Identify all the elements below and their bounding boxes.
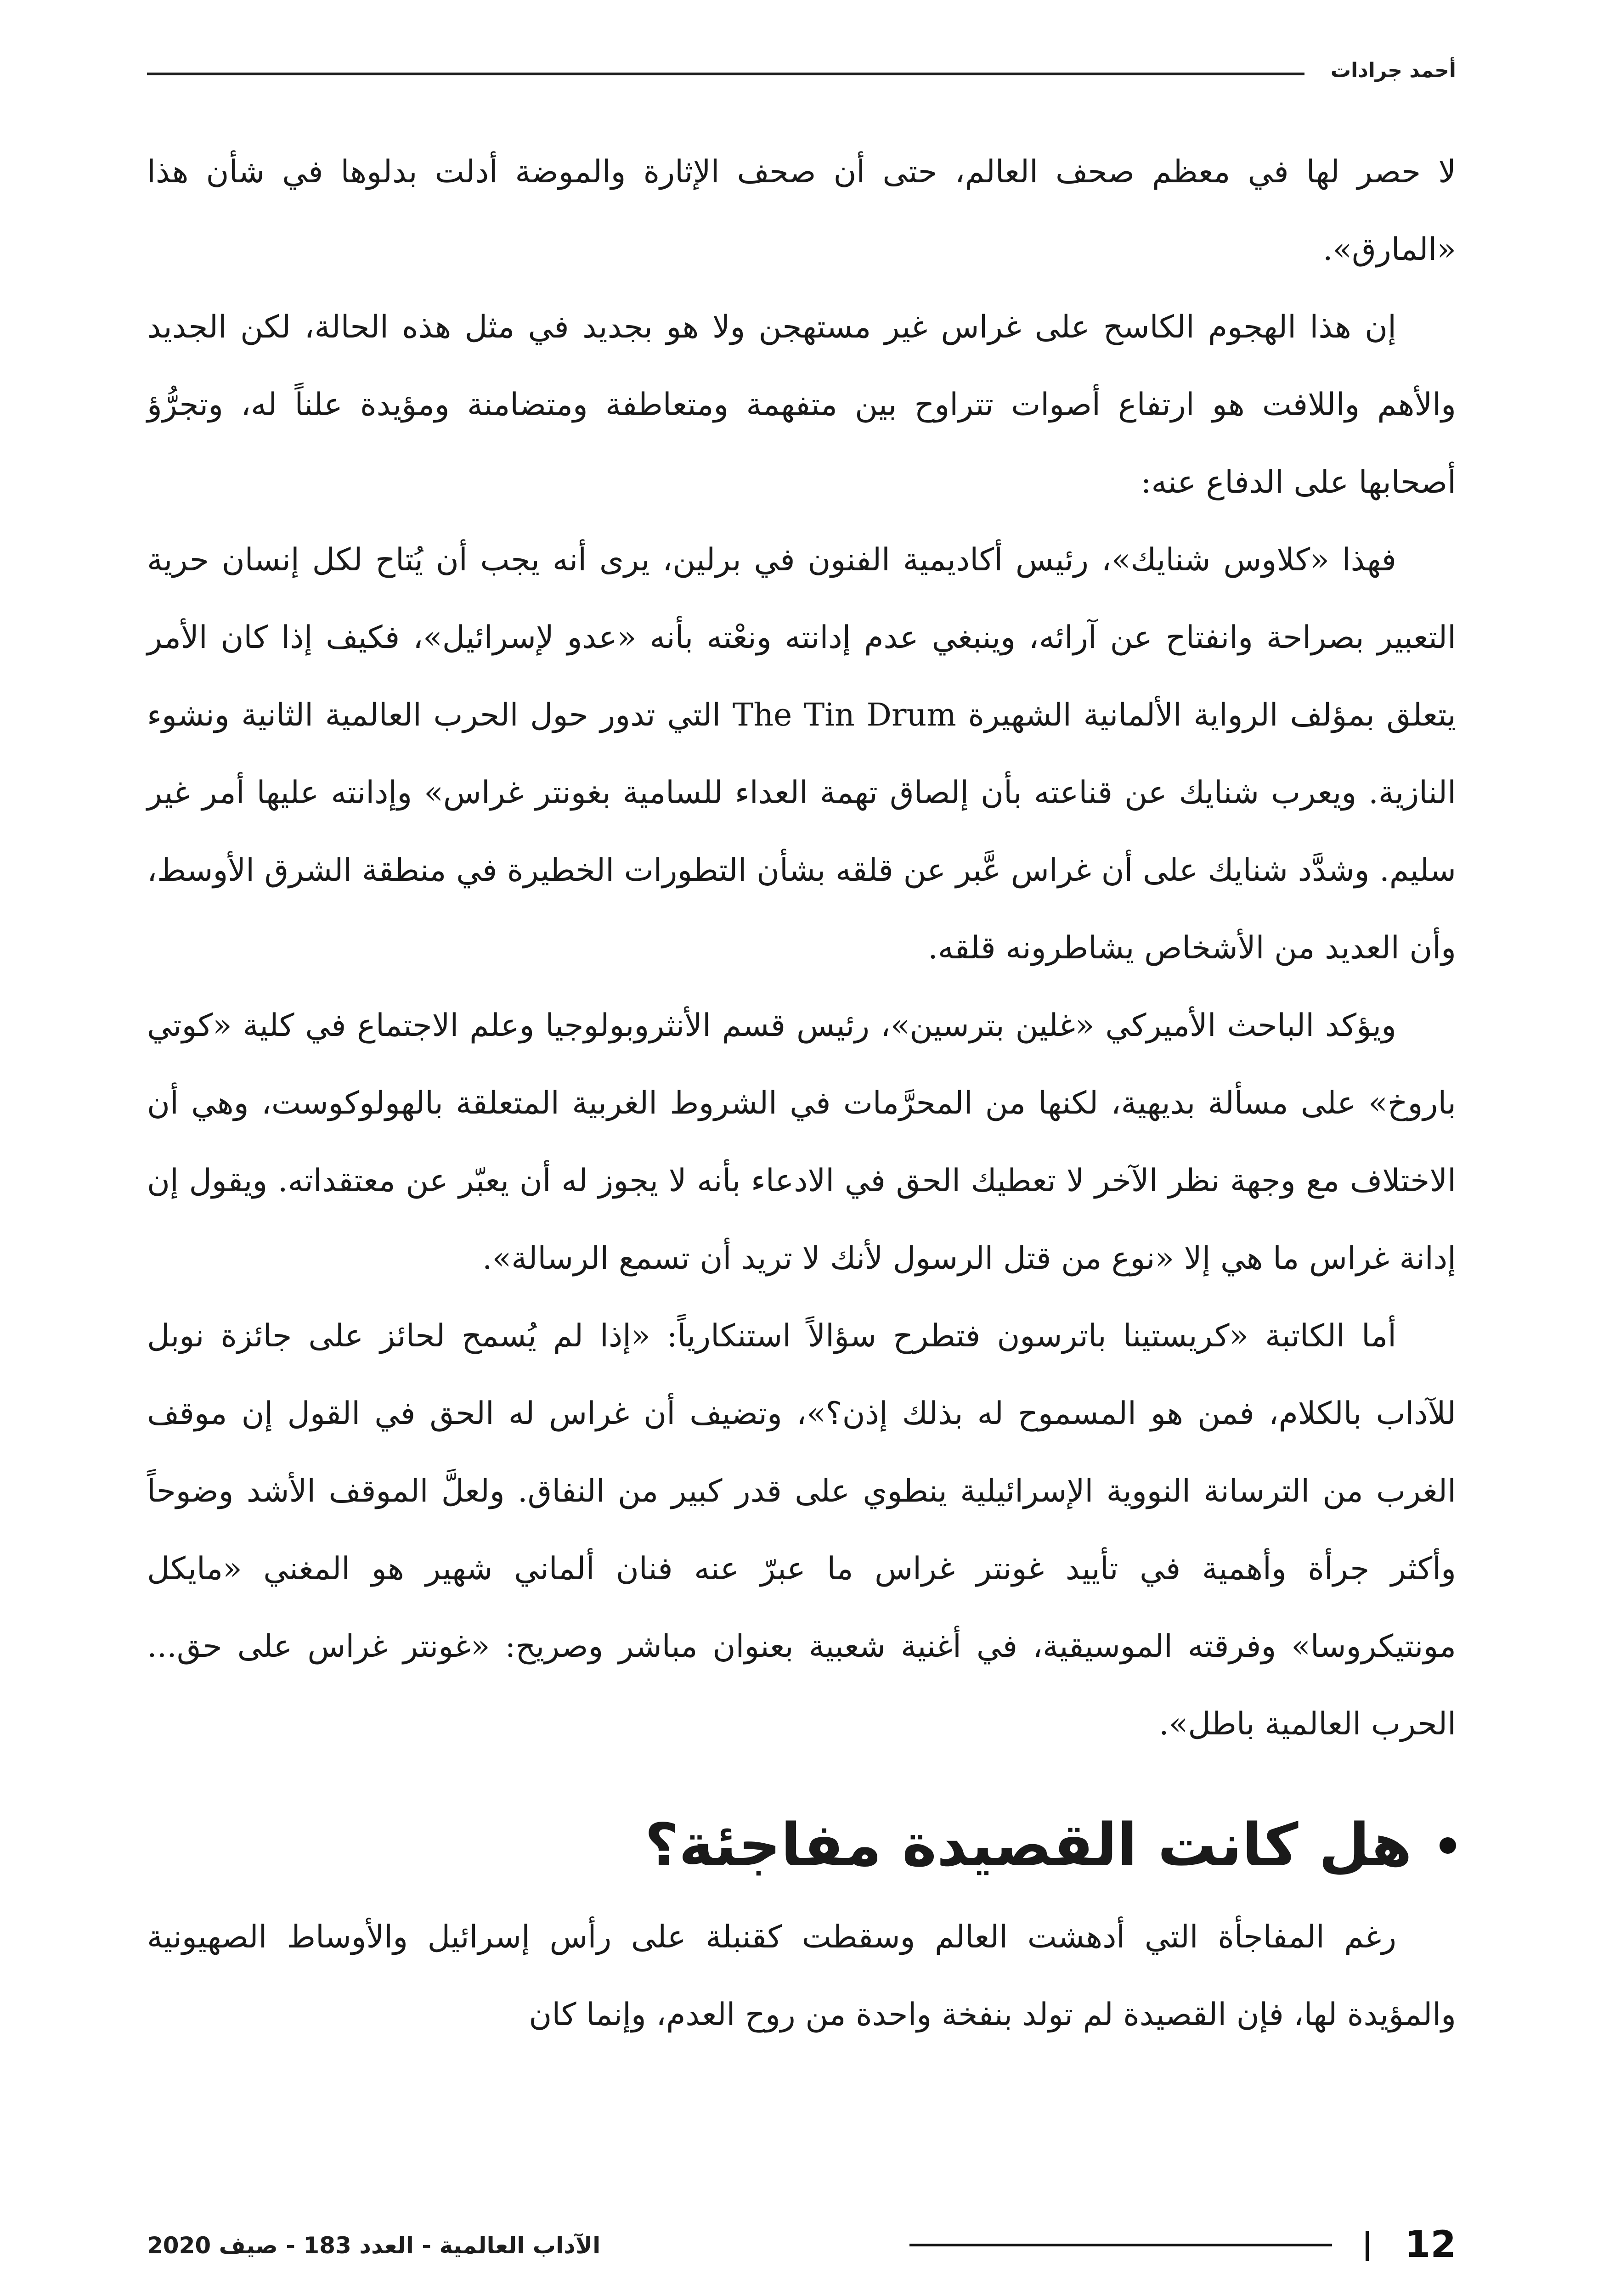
section-paragraph: رغم المفاجأة التي أدهشت العالم وسقطت كقنبلة على رأس إسرائيل والأوساط الصهيونية والمؤيدة لها، فإن القصيدة لم تولد بنفخة واحدة من روح العدم، وإنما كان — [147, 1919, 1456, 2033]
section-heading — [147, 1797, 1456, 1894]
paragraph: فهذا «كلاوس شنايك»، رئيس أكاديمية الفنون في برلين، يرى أنه يجب أن يُتاح لكل إنسان حرية التعبير بصراحة وانفتاح عن آرائه، وينبغي عدم إدانته ونعْته بأنه «عدو لإسرائيل»، فكيف إذا كان الأمر يتعلق بمؤلف الرواية الألمانية الشهيرة The Tin Drum التي تدور حول الحرب العالمية الثانية ونشوء النازية. ويعرب شنايك عن قناعته بأن إلصاق تهمة العداء للسامية بغونتر غراس» وإدانته عليها أمر غير سليم. وشدَّد شنايك على أن غراس عَّبر عن قلقه بشأن التطورات الخطيرة في منطقة الشرق الأوسط، وأن العديد من الأشخاص يشاطرونه قلقه. — [147, 542, 1456, 966]
footer-separator — [1366, 2231, 1369, 2261]
page-number: 12 — [1405, 2223, 1456, 2266]
article-body — [147, 133, 1456, 2054]
page-footer — [147, 2218, 1456, 2268]
paragraph: إن هذا الهجوم الكاسح على غراس غير مستهجن ولا هو بجديد في مثل هذه الحالة، لكن الجديد والأهم واللافت هو ارتفاع أصوات تتراوح بين متفهمة ومتعاطفة ومتضامنة ومؤيدة علناً له، وتجرُّؤ أصحابها على الدفاع عنه: — [147, 309, 1456, 501]
running-header — [147, 51, 1456, 96]
paragraph: ويؤكد الباحث الأميركي «غلين بترسين»، رئيس قسم الأنثروبولوجيا وعلم الاجتماع في كلية «كوتي باروخ» على مسألة بديهية، لكنها من المحرَّمات في الشروط الغربية المتعلقة بالهولوكوست، وهي أن الاختلاف مع وجهة نظر الآخر لا تعطيك الحق في الادعاء بأنه لا يجوز له أن يعبّر عن معتقداته. ويقول إن إدانة غراس ما هي إلا «نوع من قتل الرسول لأنك لا تريد أن تسمع الرسالة». — [147, 1007, 1457, 1277]
section-heading-text: هل كانت القصيدة مفاجئة؟ — [644, 1811, 1412, 1880]
header-rule — [147, 73, 1304, 75]
paragraph: أما الكاتبة «كريستينا باترسون فتطرح سؤالاً استنكارياً: «إذا لم يُسمح لحائز على جائزة نوبل للآداب بالكلام، فمن هو المسموح له بذلك إذن؟»، وتضيف أن غراس له الحق في القول إن موقف الغرب من الترسانة النووية الإسرائيلية ينطوي على قدر كبير من النفاق. ولعلَّ الموقف الأشد وضوحاً وأكثر جرأة وأهمية في تأييد غونتر غراس ما عبرّ عنه فنان ألماني شهير هو المغني «مايكل مونتيكروسا» وفرقته الموسيقية، في أغنية شعبية بعنوان مباشر وصريح: «غونتر غراس على حق... الحرب العالمية باطل». — [147, 1318, 1456, 1742]
bullet-icon — [1440, 1837, 1456, 1854]
running-header-author: أحمد جرادات — [1330, 59, 1456, 82]
journal-info: الآداب العالمية - العدد 183 - صيف 2020 — [147, 2232, 601, 2259]
paragraph-continued: لا حصر لها في معظم صحف العالم، حتى أن صحف الإثارة والموضة أدلت بدلوها في شأن هذا «المارق». — [147, 154, 1456, 268]
footer-rule — [909, 2244, 1332, 2246]
